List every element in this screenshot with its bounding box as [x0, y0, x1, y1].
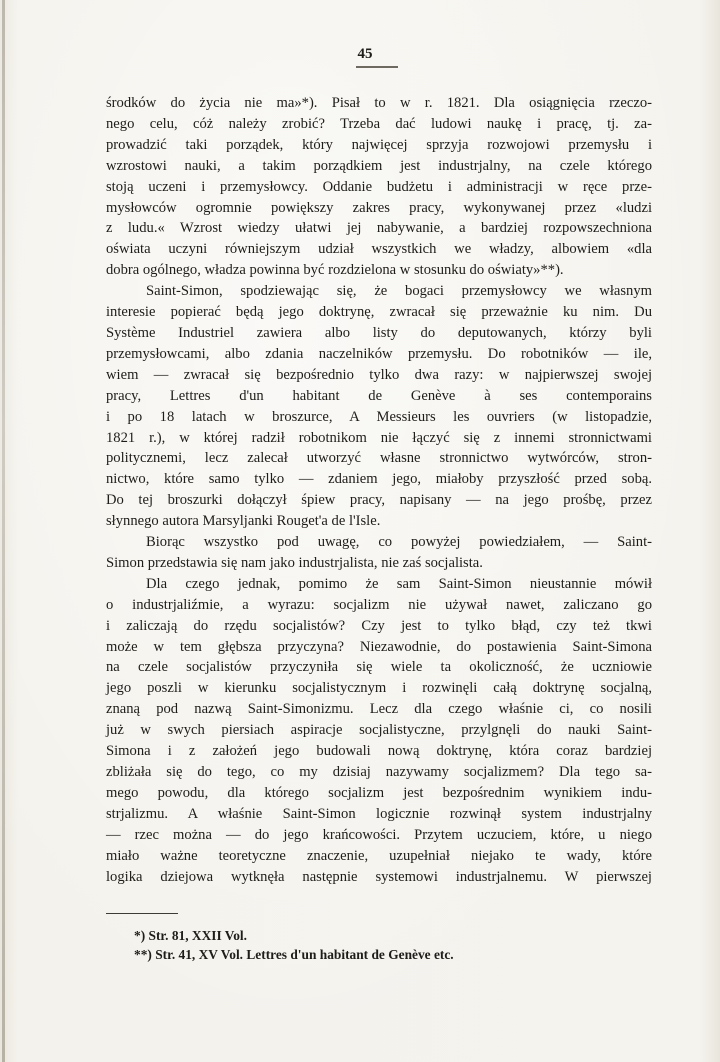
footnote-2: **) Str. 41, XV Vol. Lettres d'un habitant de Genève etc.	[134, 947, 454, 962]
text-line: na czele socjalistów przyczyniła się wiele ta okoliczność, że uczniowie	[106, 659, 652, 676]
text-line: — rzec można — do jego krańcowości. Przytem uczuciem, które, u niego	[106, 826, 652, 843]
text-line: słynnego autora Marsyljanki Rouget'a de l'Isle.	[106, 513, 381, 530]
text-line: zbliżała się do tego, co my dzisiaj nazywamy socjalizmem? Dla tego sa-	[106, 764, 652, 780]
text-line: znaną pod nazwą Saint-Simonizmu. Lecz dla czego właśnie ci, co nosili	[106, 701, 652, 718]
text-line: jego poszli w kierunku socjalistycznym i rozwinęli całą doktrynę socjalną,	[106, 680, 652, 697]
text-line: pracy, Lettres d'un habitant de Genève à ses contemporains	[106, 387, 652, 404]
footnote-separator	[106, 913, 178, 914]
paragraph-2	[106, 281, 652, 532]
text-line: logika dziejowa wytknęła następnie systemowi industrjalnemu. W pierwszej	[106, 868, 652, 885]
text-line: mysłowców ogromnie powiększy zakres pracy, wykonywanej przez «ludzi	[106, 199, 652, 216]
text-line: dobra ogólnego, władza powinna być rozdzielona w stosunku do oświaty»**).	[106, 262, 564, 279]
text-line: stoją uczeni i przemysłowcy. Oddanie budżetu i administracji w ręce prze-	[106, 178, 652, 195]
text-line: może w tem głębsza przyczyna? Niezawodnie, do postawienia Saint-Simona	[106, 638, 652, 655]
paragraph-3	[106, 532, 652, 574]
body-text	[106, 93, 652, 887]
text-line: o industrjaliźmie, a wyrazu: socjalizm nie używał nawet, zaliczano go	[106, 596, 652, 613]
text-line: i zaliczają do rzędu socjalistów? Czy jest to tylko błąd, czy też tkwi	[106, 617, 652, 634]
text-line: interesie popierać będą jego doktrynę, zwracał się przeważnie ku nim. Du	[106, 304, 652, 321]
text-line: 1821 r.), w której radził robotnikom nie łączyć się z innemi stronnictwami	[106, 429, 652, 446]
text-line: wiem — zwracał się bezpośrednio tylko dwa razy: w najpierwszej swojej	[106, 366, 652, 383]
text-line: Simon przedstawia się nam jako industrjalista, nie zaś socjalista.	[106, 554, 483, 571]
text-line: już w swych piersiach aspiracje socjalistyczne, przylgnęli do nauki Saint-	[106, 722, 652, 739]
text-line: oświata uczyni równiejszym udział wszystkich we władzy, albowiem «dla	[106, 241, 652, 258]
text-line: Système Industriel zawiera albo listy do deputowanych, którzy byli	[106, 324, 652, 341]
footnotes	[134, 926, 594, 964]
page-number: 45	[357, 46, 373, 62]
text-line: wzrostowi nauki, a takim porządkiem jest industrjalny, na czele którego	[106, 157, 652, 174]
text-line: mego powodu, dla którego socjalizm jest bezpośrednim wynikiem indu-	[106, 784, 652, 801]
text-line: nictwo, które samo tylko — zdaniem jego, miałoby przyszłość przed sobą.	[106, 471, 652, 488]
binding-edge	[2, 0, 5, 1062]
text-line: Do tej broszurki dołączył śpiew pracy, napisany — na jego prośbę, przez	[106, 492, 652, 509]
text-line: politycznemi, lecz zalecał utworzyć własne stronnictwo wytwórców, stron-	[106, 450, 652, 467]
text-line: Simona i z założeń jego budowali nową doktrynę, która coraz bardziej	[106, 743, 652, 760]
text-line: z ludu.« Wzrost wiedzy ułatwi jej nabywanie, a bardziej rozpowszechniona	[106, 220, 652, 237]
text-line: nego celu, cóż należy zrobić? Trzeba dać ludowi naukę i pracę, tj. za-	[106, 115, 652, 132]
text-line: Dla czego jednak, pomimo że sam Saint-Simon nieustannie mówił	[146, 575, 652, 592]
text-line: i po 18 latach w broszurce, A Messieurs les ouvriers (w listopadzie,	[106, 408, 652, 425]
text-line: Biorąc wszystko pod uwagę, co powyżej powiedziałem, — Saint-	[146, 534, 652, 551]
text-line: miało ważne teoretyczne znaczenie, uzupełniał niejako te wady, które	[106, 847, 652, 864]
paragraph-4	[106, 574, 652, 888]
text-line: prowadzić taki porządek, który najwięcej sprzyja rozwojowi przemysłu i	[106, 136, 652, 153]
text-line: środków do życia nie ma»*). Pisał to w r. 1821. Dla osiągnięcia rzeczo-	[106, 95, 652, 111]
text-line: strjalizmu. A właśnie Saint-Simon logicznie rozwinął system industrjalny	[106, 805, 652, 822]
text-line: przemysłowcami, albo zdania naczelników przemysłu. Do robotników — ile,	[106, 345, 652, 362]
footnote-1: *) Str. 81, XXII Vol.	[134, 928, 247, 943]
page-number-rule	[356, 66, 398, 68]
text-line: Saint-Simon, spodziewając się, że bogaci przemysłowcy we własnym	[146, 283, 652, 300]
paragraph-1	[106, 93, 652, 281]
